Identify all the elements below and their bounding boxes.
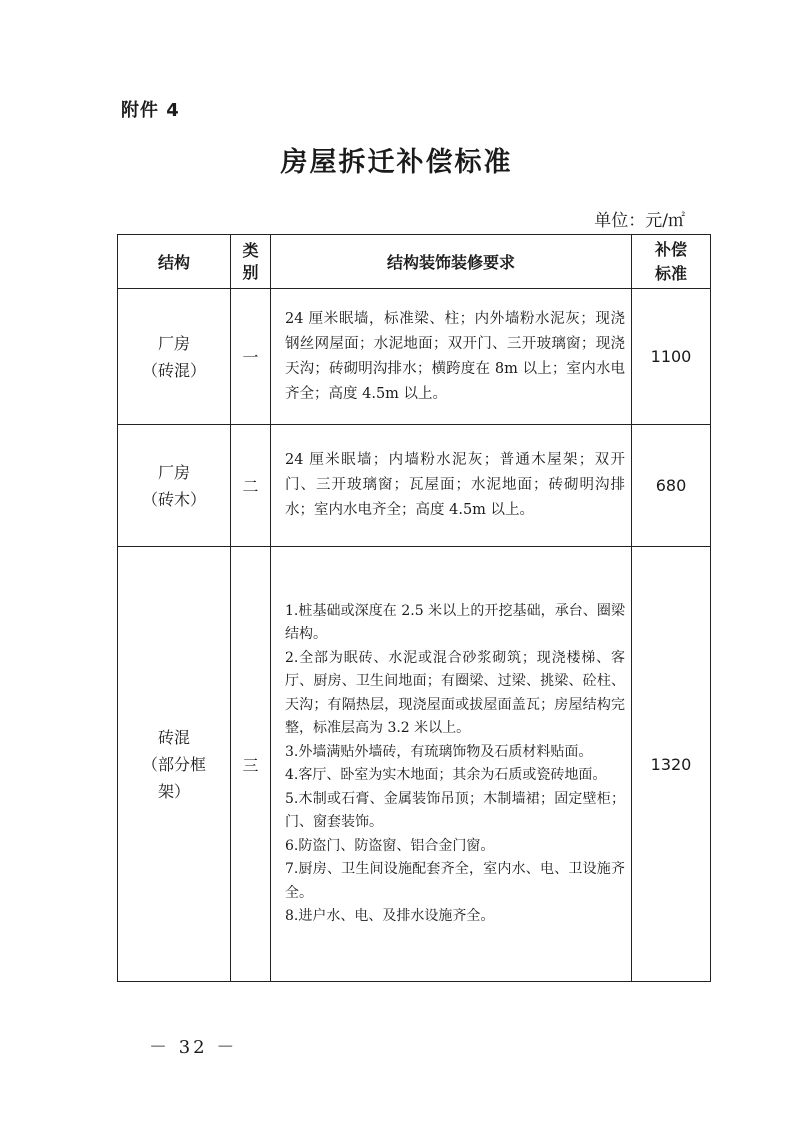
structure-cell <box>118 547 231 982</box>
category-cell: 二 <box>231 425 271 547</box>
list-item: 8.进户水、电、及排水设施齐全。 <box>285 908 495 924</box>
requirements-cell <box>271 547 632 982</box>
structure-line: 厂房 <box>157 333 190 353</box>
structure-line: （砖木） <box>141 489 206 509</box>
table-row <box>118 547 711 982</box>
table-row <box>118 289 711 425</box>
requirements-list <box>285 600 625 929</box>
list-item: 4.客厅、卧室为实木地面；其余为石质或瓷砖地面。 <box>285 767 607 783</box>
list-item: 2.全部为眠砖、水泥或混合砂浆砌筑；现浇楼梯、客厅、厨房、卫生间地面；有圈梁、过梁、挑梁、砼柱、天沟；有隔热层，现浇屋面或拔屋面盖瓦；房屋结构完整，标准层高为 3.2 米以上。 <box>285 649 625 736</box>
structure-line: 砖混 <box>157 727 190 747</box>
compensation-table <box>117 234 711 982</box>
structure-cell <box>118 425 231 547</box>
table-header-row <box>118 235 711 289</box>
header-category <box>231 235 271 289</box>
requirements-cell: 24 厘米眠墙，标准梁、柱；内外墙粉水泥灰；现浇钢丝网屋面；水泥地面；双开门、三开玻璃窗；现浇天沟；砖砌明沟排水；横跨度在 8m 以上；室内水电齐全；高度 4.5m 以上。 <box>271 289 632 425</box>
table-row <box>118 425 711 547</box>
category-cell: 一 <box>231 289 271 425</box>
category-cell: 三 <box>231 547 271 982</box>
compensation-cell: 1100 <box>632 289 711 425</box>
requirements-cell: 24 厘米眠墙；内墙粉水泥灰；普通木屋架；双开门、三开玻璃窗；瓦屋面；水泥地面；砖砌明沟排水；室内水电齐全；高度 4.5m 以上。 <box>271 425 632 547</box>
structure-cell <box>118 289 231 425</box>
list-item: 1.桩基础或深度在 2.5 米以上的开挖基础，承台、圈梁结构。 <box>285 602 625 642</box>
header-category-text: 类别 <box>242 240 259 282</box>
structure-line: （砖混） <box>141 360 206 380</box>
structure-line: （部分框 <box>141 754 206 774</box>
structure-line: 架） <box>157 781 190 801</box>
list-item: 5.木制或石膏、金属装饰吊顶；木制墙裙；固定壁柜；门、窗套装饰。 <box>285 790 625 830</box>
header-structure: 结构 <box>118 235 231 289</box>
list-item: 7.厨房、卫生间设施配套齐全，室内水、电、卫设施齐全。 <box>285 861 625 901</box>
unit-label: 单位：元/㎡ <box>594 211 685 231</box>
header-requirements: 结构装饰装修要求 <box>271 235 632 289</box>
structure-line: 厂房 <box>157 462 190 482</box>
header-compensation <box>632 235 711 289</box>
compensation-cell: 1320 <box>632 547 711 982</box>
header-compensation-text: 补偿标准 <box>654 239 687 283</box>
page-title: 房屋拆迁补偿标准 <box>280 147 513 178</box>
list-item: 3.外墙满贴外墙砖，有琉璃饰物及石质材料贴面。 <box>285 743 593 760</box>
page-number: － 32 － <box>149 1037 238 1058</box>
list-item: 6.防盗门、防盗窗、铝合金门窗。 <box>285 837 495 854</box>
attachment-label: 附件 4 <box>121 100 180 121</box>
compensation-cell: 680 <box>632 425 711 547</box>
